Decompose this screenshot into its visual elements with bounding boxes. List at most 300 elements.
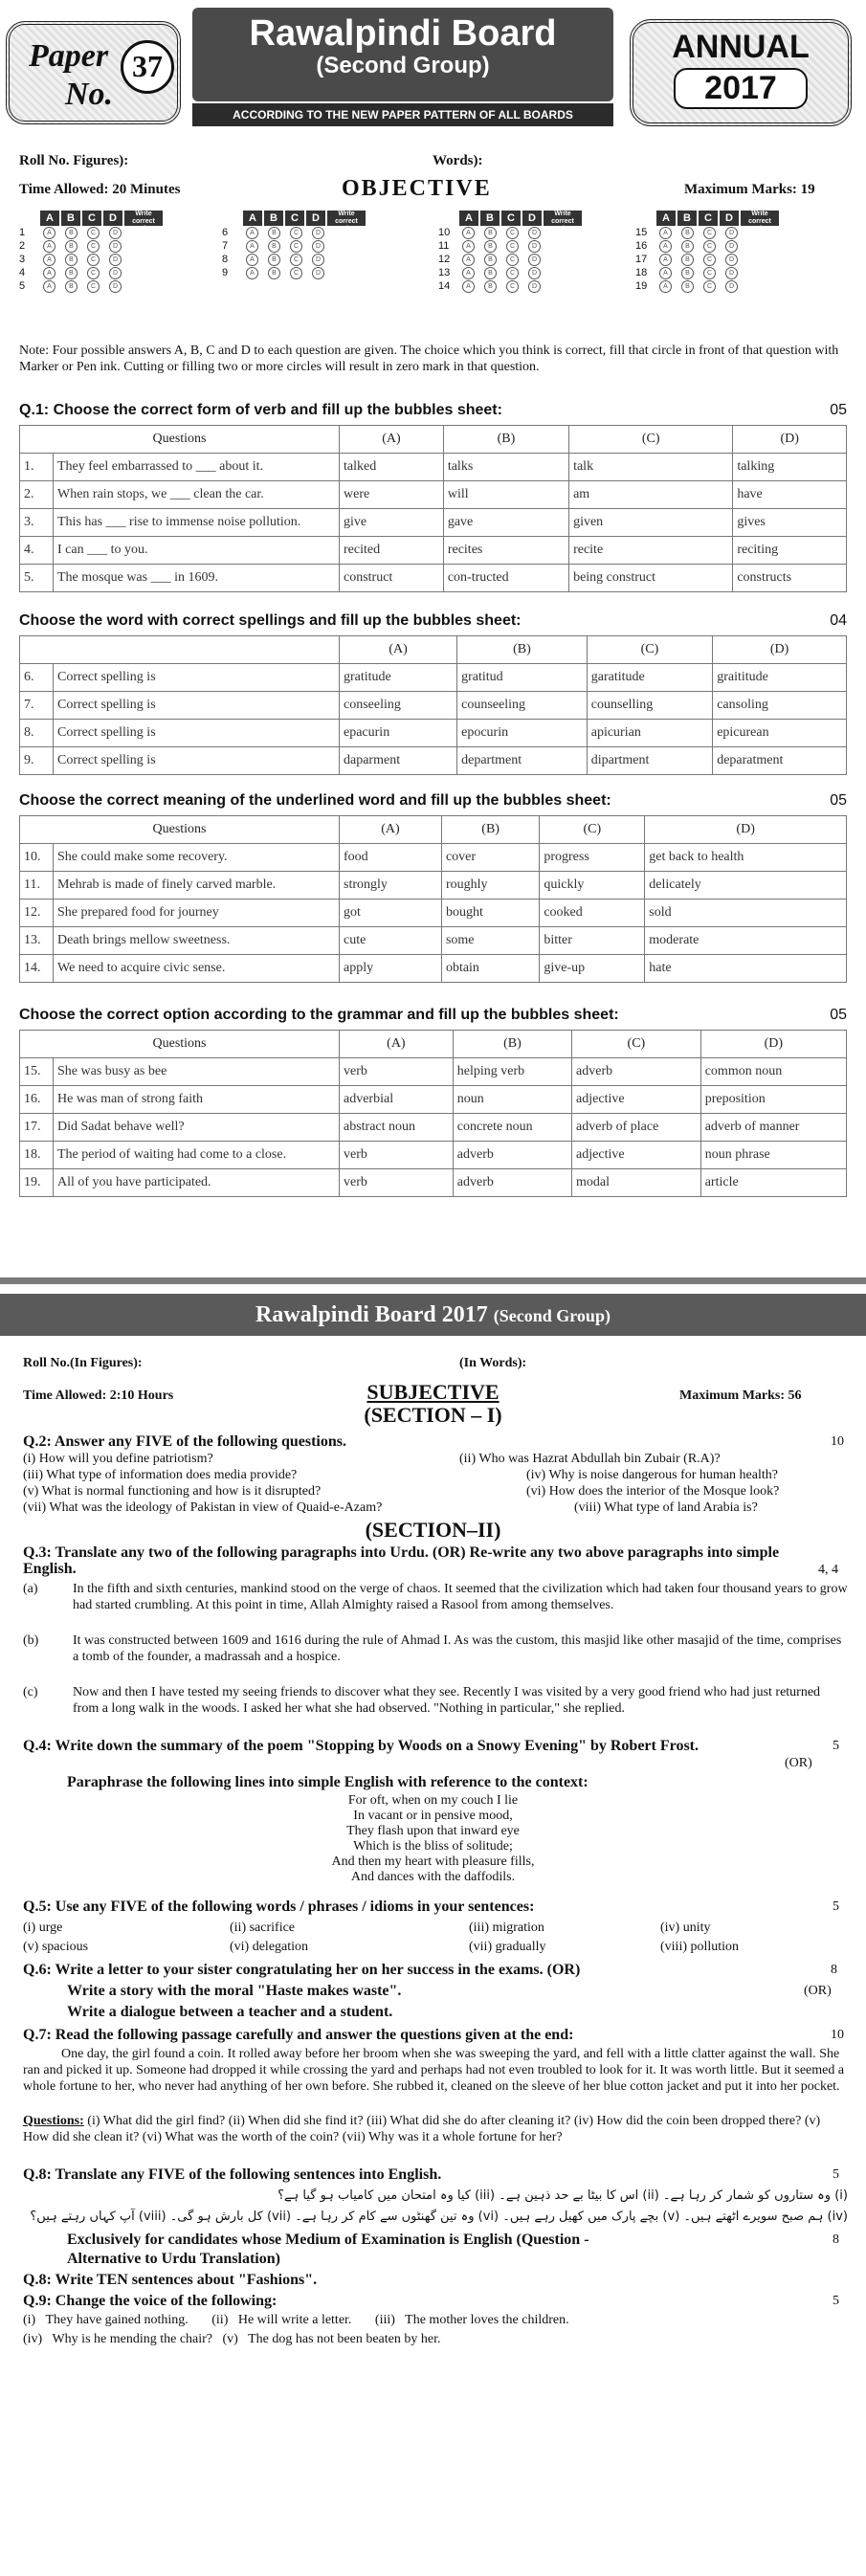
bubble-row[interactable]: 15 A B C D xyxy=(635,226,833,239)
mcq-option: were xyxy=(340,481,444,509)
q8-exclusive-2: Alternative to Urdu Translation) xyxy=(67,2251,280,2267)
mcq-question: We need to acquire civic sense. xyxy=(54,955,340,983)
bubble-col-b: B xyxy=(264,211,283,226)
q2-item: (v) What is normal functioning and how is it disrupted? xyxy=(23,1484,322,1499)
mcq-row xyxy=(20,481,847,509)
mcq-number: 14. xyxy=(20,955,54,983)
bubble-row[interactable]: 11 A B C D xyxy=(438,239,635,253)
mcq-option: adverb of manner xyxy=(700,1114,846,1142)
mcq-option: roughly xyxy=(441,872,539,899)
no-word: No. xyxy=(65,77,114,112)
mcq-option: verb xyxy=(340,1169,454,1197)
bubble-col-b: B xyxy=(61,211,80,226)
poem-line: For oft, when on my couch I lie xyxy=(347,1793,519,1808)
objective-sheet xyxy=(0,0,866,1277)
bubble-col-a: A xyxy=(40,211,59,226)
q5-marks: 5 xyxy=(833,1899,839,1914)
mcq-number: 11. xyxy=(20,872,54,899)
mcq-row xyxy=(20,844,847,872)
mcq-row xyxy=(20,872,847,899)
q7-heading: Q.7: Read the following passage carefully and answer the questions given at the end: xyxy=(23,2027,574,2043)
mcq-number: 10. xyxy=(20,844,54,872)
mcq-question: They feel embarrassed to ___ about it. xyxy=(54,454,340,481)
mcq-row xyxy=(20,899,847,927)
q6-dialogue: Write a dialogue between a teacher and a student. xyxy=(67,2004,393,2020)
section-marks: 05 xyxy=(830,792,847,809)
mcq-number: 3. xyxy=(20,509,54,537)
section-marks: 05 xyxy=(830,402,847,418)
section-heading-text: Choose the correct option according to the grammar and fill up the bubbles sheet: xyxy=(19,1007,619,1023)
mcq-row xyxy=(20,720,847,747)
mcq-question: She could make some recovery. xyxy=(54,844,340,872)
mcq-option: recite xyxy=(569,537,733,565)
bubble-label: Write correct option xyxy=(124,211,163,226)
mcq-option: hate xyxy=(645,955,847,983)
bubble-col-c: C xyxy=(285,211,304,226)
bubble-col-d: D xyxy=(720,211,739,226)
mcq-row xyxy=(20,509,847,537)
mcq-header-row xyxy=(20,816,847,844)
bubble-grid xyxy=(19,211,216,293)
bubble-row[interactable]: 10 A B C D xyxy=(438,226,635,239)
q5-word: (iii) migration xyxy=(469,1921,544,1935)
mcq-header-row xyxy=(20,1031,847,1058)
q7-passage: One day, the girl found a coin. It rolled away before her broom when she was sweeping the yard, and fell with a little clatter against the wall. She ran and picked it up. Someone had dropped it while crossing the yard and perhaps had not even troubled to look for it. It was worth little. But it seemed a whole fortune to her, who never had anything of her own before. She rubbed it, cleaned on the sleeve of her blue cotton jacket and put it into her pocket. xyxy=(23,2047,845,2094)
q5-word: (vii) gradually xyxy=(469,1940,546,1954)
bubble-row[interactable]: 12 A B C D xyxy=(438,253,635,266)
mcq-option: adjective xyxy=(572,1142,701,1169)
mcq-question: Correct spelling is xyxy=(54,747,340,775)
bubble-col-c: C xyxy=(82,211,101,226)
mcq-table xyxy=(19,815,847,983)
mcq-option: daparment xyxy=(340,747,457,775)
bubble-row[interactable]: 4 A B C D xyxy=(19,266,216,279)
section-heading-text: Choose the correct meaning of the underlined word and fill up the bubbles sheet: xyxy=(19,792,611,809)
mcq-option: got xyxy=(340,899,442,927)
objective-title: OBJECTIVE xyxy=(342,176,492,201)
section-heading-text: Q.1: Choose the correct form of verb and fill up the bubbles sheet: xyxy=(19,402,502,418)
mcq-table xyxy=(19,635,847,775)
mcq-option: common noun xyxy=(700,1058,846,1086)
bubble-col-a: A xyxy=(459,211,478,226)
board-banner xyxy=(192,8,613,101)
mcq-option: cansoling xyxy=(713,692,847,720)
q2-item: (vii) What was the ideology of Pakistan in view of Quaid-e-Azam? xyxy=(23,1500,383,1515)
mcq-row xyxy=(20,664,847,692)
annual-year: 2017 xyxy=(674,68,808,109)
bubble-row[interactable]: 3 A B C D xyxy=(19,253,216,266)
mcq-option: give-up xyxy=(540,955,645,983)
q7-questions xyxy=(23,2113,848,2145)
mcq-number: 16. xyxy=(20,1086,54,1114)
mcq-option: epocurin xyxy=(457,720,588,747)
mcq-header-cell: (C) xyxy=(587,636,712,664)
q3-para-label: (b) xyxy=(23,1633,39,1648)
bubble-row[interactable]: 8 A B C D xyxy=(222,253,419,266)
q4-or: (OR) xyxy=(785,1756,812,1770)
q8-heading: Q.8: Translate any FIVE of the following sentences into English. xyxy=(23,2166,442,2183)
q9-heading: Q.9: Change the voice of the following: xyxy=(23,2293,278,2309)
bubble-row[interactable]: 16 A B C D xyxy=(635,239,833,253)
mcq-number: 17. xyxy=(20,1114,54,1142)
mcq-option: apply xyxy=(340,955,442,983)
mcq-number: 9. xyxy=(20,747,54,775)
mcq-header-cell: (B) xyxy=(443,426,568,454)
mcq-header-row xyxy=(20,636,847,664)
mcq-header-cell: Questions xyxy=(20,426,340,454)
mcq-option: sold xyxy=(645,899,847,927)
poem xyxy=(0,1793,866,1885)
poem-line: In vacant or in pensive mood, xyxy=(353,1809,513,1823)
mcq-option: noun xyxy=(453,1086,571,1114)
annual-word: ANNUAL xyxy=(672,29,810,65)
q6-marks: 8 xyxy=(831,1963,837,1977)
mcq-option: construct xyxy=(340,565,444,592)
mcq-question: Death brings mellow sweetness. xyxy=(54,927,340,955)
subjective-banner xyxy=(0,1294,866,1336)
mcq-question: The mosque was ___ in 1609. xyxy=(54,565,340,592)
mcq-option: strongly xyxy=(340,872,442,899)
mcq-number: 6. xyxy=(20,664,54,692)
q3-paragraph: In the fifth and sixth centuries, mankind stood on the verge of chaos. It seemed that the civilization which had taken four thousand years to grow had started crumbling. At this point in time, Allah Almighty raised a Rasool from among themselves. xyxy=(73,1582,848,1612)
board-subtitle: ACCORDING TO THE NEW PAPER PATTERN OF ALL BOARDS xyxy=(192,103,613,126)
mcq-row xyxy=(20,537,847,565)
mcq-option: garatitude xyxy=(587,664,712,692)
mcq-option: cute xyxy=(340,927,442,955)
mcq-option: reciting xyxy=(733,537,847,565)
mcq-option: talks xyxy=(443,454,568,481)
bubble-label: Write correct option xyxy=(741,211,779,226)
mcq-number: 8. xyxy=(20,720,54,747)
mcq-question: She was busy as bee xyxy=(54,1058,340,1086)
mcq-header-cell: (B) xyxy=(453,1031,571,1058)
mcq-option: adverb xyxy=(572,1058,701,1086)
bubble-row[interactable]: 6 A B C D xyxy=(222,226,419,239)
bubble-row[interactable]: 9 A B C D xyxy=(222,266,419,279)
mcq-option: cover xyxy=(441,844,539,872)
mcq-question: Did Sadat behave well? xyxy=(54,1114,340,1142)
bubble-col-b: B xyxy=(677,211,697,226)
bubble-grid xyxy=(635,211,833,293)
bubble-col-d: D xyxy=(103,211,122,226)
mcq-option: counseeling xyxy=(457,692,588,720)
mcq-header-cell: (D) xyxy=(700,1031,846,1058)
mcq-question: All of you have participated. xyxy=(54,1169,340,1197)
q6-or: (OR) xyxy=(804,1984,832,1998)
poem-line: Which is the bliss of solitude; xyxy=(353,1839,513,1854)
mcq-option: epacurin xyxy=(340,720,457,747)
q2-marks: 10 xyxy=(831,1434,844,1449)
q2-item: (vi) How does the interior of the Mosque look? xyxy=(526,1484,780,1499)
mcq-option: talk xyxy=(569,454,733,481)
roll-words-label: (In Words): xyxy=(459,1356,527,1370)
mcq-number: 2. xyxy=(20,481,54,509)
maximum-marks: Maximum Marks: 19 xyxy=(684,182,815,197)
q3-para-label: (c) xyxy=(23,1685,38,1699)
bubble-col-c: C xyxy=(501,211,521,226)
mcq-row xyxy=(20,1058,847,1086)
mcq-option: progress xyxy=(540,844,645,872)
mcq-option: adverb xyxy=(453,1169,571,1197)
paper-word: Paper xyxy=(29,38,109,74)
instruction-note: Note: Four possible answers A, B, C and D to each question are given. The choice which you think is correct, fill that circle in front of that question with Marker or Pen ink. Cutting or filling two or more circles will result in zero mark in that question. xyxy=(19,344,839,374)
mcq-table xyxy=(19,425,847,592)
mcq-option: counselling xyxy=(587,692,712,720)
mcq-number: 5. xyxy=(20,565,54,592)
q8-exclusive-marks: 8 xyxy=(833,2232,839,2247)
mcq-option: recites xyxy=(443,537,568,565)
bubble-row[interactable]: 18 A B C D xyxy=(635,266,833,279)
roll-figures-label: Roll No.(In Figures): xyxy=(23,1356,143,1370)
mcq-option: adverbial xyxy=(340,1086,454,1114)
mcq-question: When rain stops, we ___ clean the car. xyxy=(54,481,340,509)
paper-header xyxy=(6,6,860,134)
bubble-row[interactable]: 2 A B C D xyxy=(19,239,216,253)
section-heading xyxy=(19,792,847,810)
mcq-question: The period of waiting had come to a close. xyxy=(54,1142,340,1169)
mcq-header-cell: (D) xyxy=(713,636,847,664)
poem-line: They flash upon that inward eye xyxy=(346,1824,520,1838)
mcq-question: Mehrab is made of finely carved marble. xyxy=(54,872,340,899)
mcq-question: I can ___ to you. xyxy=(54,537,340,565)
mcq-question: Correct spelling is xyxy=(54,720,340,747)
mcq-option: food xyxy=(340,844,442,872)
mcq-option: am xyxy=(569,481,733,509)
mcq-option: gratitude xyxy=(340,664,457,692)
q5-word: (ii) sacrifice xyxy=(230,1921,296,1935)
mcq-option: give xyxy=(340,509,444,537)
mcq-header-cell: (C) xyxy=(572,1031,701,1058)
mcq-question: This has ___ rise to immense noise pollution. xyxy=(54,509,340,537)
mcq-header-cell: Questions xyxy=(20,1031,340,1058)
q4-heading: Q.4: Write down the summary of the poem "Stopping by Woods on a Snowy Evening" by Robert Frost. xyxy=(23,1738,699,1754)
subjective-banner-group: (Second Group) xyxy=(493,1306,611,1325)
mcq-option: modal xyxy=(572,1169,701,1197)
mcq-question: Correct spelling is xyxy=(54,664,340,692)
bubble-row[interactable]: 14 A B C D xyxy=(438,279,635,293)
mcq-question: He was man of strong faith xyxy=(54,1086,340,1114)
mcq-option: cooked xyxy=(540,899,645,927)
mcq-option: talking xyxy=(733,454,847,481)
section-marks: 04 xyxy=(830,612,847,629)
board-title: Rawalpindi Board xyxy=(249,13,557,54)
q4-marks: 5 xyxy=(833,1739,839,1753)
roll-words-label: Words): xyxy=(433,153,483,168)
mcq-header-cell: (D) xyxy=(733,426,847,454)
section-two-title: (SECTION–II) xyxy=(365,1518,501,1542)
mcq-row xyxy=(20,1086,847,1114)
poem-line: And dances with the daffodils. xyxy=(350,1870,516,1884)
time-allowed: Time Allowed: 20 Minutes xyxy=(19,182,181,197)
time-allowed: Time Allowed: 2:10 Hours xyxy=(23,1388,174,1403)
mcq-option: gives xyxy=(733,509,847,537)
mcq-row xyxy=(20,955,847,983)
mcq-option: con-tructed xyxy=(443,565,568,592)
q3-heading: Q.3: Translate any two of the following paragraphs into Urdu. (OR) Re-write any two above paragraphs into simple English. xyxy=(23,1544,780,1577)
q8-urdu-line: (iv) ہم صبح سویرے اٹھتے ہیں۔ (v) بچے پارک میں کھیل رہے ہیں۔ (vi) وہ تین گھنٹوں سے کام کر رہا ہے۔ (vii) کل بارش ہو گی۔ (viii) آپ کہاں رہتے ہیں؟ xyxy=(30,2210,848,2224)
mcq-header-cell xyxy=(20,636,340,664)
q6-story: Write a story with the moral "Haste makes waste". xyxy=(67,1983,402,1999)
subjective-banner-title: Rawalpindi Board 2017 xyxy=(255,1302,488,1327)
mcq-option: graititude xyxy=(713,664,847,692)
mcq-option: adverb xyxy=(453,1142,571,1169)
mcq-option: some xyxy=(441,927,539,955)
section-heading-text: Choose the word with correct spellings and fill up the bubbles sheet: xyxy=(19,612,522,629)
mcq-option: bought xyxy=(441,899,539,927)
mcq-option: being construct xyxy=(569,565,733,592)
mcq-option: department xyxy=(457,747,588,775)
subjective-title: SUBJECTIVE xyxy=(366,1380,500,1404)
mcq-option: dipartment xyxy=(587,747,712,775)
q9-items: (iv) Why is he mending the chair? (v) The dog has not been beaten by her. xyxy=(23,2332,441,2346)
bubble-row[interactable]: 1 A B C D xyxy=(19,226,216,239)
mcq-option: gave xyxy=(443,509,568,537)
mcq-option: preposition xyxy=(700,1086,846,1114)
mcq-header-row xyxy=(20,426,847,454)
mcq-option: apicurian xyxy=(587,720,712,747)
mcq-number: 4. xyxy=(20,537,54,565)
mcq-option: epicurean xyxy=(713,720,847,747)
q2-item: (iii) What type of information does media provide? xyxy=(23,1468,298,1482)
bubble-row[interactable]: 7 A B C D xyxy=(222,239,419,253)
mcq-number: 12. xyxy=(20,899,54,927)
q9-marks: 5 xyxy=(833,2294,839,2308)
q3-paragraph: Now and then I have tested my seeing friends to discover what they see. Recently I was visited by a very good friend who had just returned from a long walk in the woods. I asked her what she had observed. "Nothing in particular," she replied. xyxy=(73,1685,821,1716)
q5-word: (v) spacious xyxy=(23,1940,89,1954)
q5-word: (vi) delegation xyxy=(230,1940,309,1954)
bubble-row[interactable]: 13 A B C D xyxy=(438,266,635,279)
bubble-row[interactable]: 5 A B C D xyxy=(19,279,216,293)
annual-badge xyxy=(630,19,852,126)
mcq-option: get back to health xyxy=(645,844,847,872)
mcq-number: 13. xyxy=(20,927,54,955)
bubble-col-a: A xyxy=(656,211,676,226)
q2-item: (ii) Who was Hazrat Abdullah bin Zubair (R.A)? xyxy=(459,1452,721,1466)
q9-items: (i) They have gained nothing. (ii) He will write a letter. (iii) The mother loves the children. xyxy=(23,2313,569,2327)
mcq-option: bitter xyxy=(540,927,645,955)
section-heading xyxy=(19,1007,847,1024)
mcq-option: helping verb xyxy=(453,1058,571,1086)
mcq-header-cell: (A) xyxy=(340,426,444,454)
bubble-col-c: C xyxy=(699,211,718,226)
mcq-header-cell: (A) xyxy=(340,636,457,664)
mcq-option: given xyxy=(569,509,733,537)
mcq-option: delicately xyxy=(645,872,847,899)
mcq-option: have xyxy=(733,481,847,509)
bubble-grid xyxy=(222,211,419,279)
mcq-option: deparatment xyxy=(713,747,847,775)
roll-figures-label: Roll No. Figures): xyxy=(19,153,129,168)
q5-word: (i) urge xyxy=(23,1921,63,1935)
mcq-question: Correct spelling is xyxy=(54,692,340,720)
mcq-row xyxy=(20,565,847,592)
mcq-option: noun phrase xyxy=(700,1142,846,1169)
mcq-header-cell: (D) xyxy=(645,816,847,844)
section-heading xyxy=(19,402,847,419)
mcq-header-cell: (B) xyxy=(457,636,588,664)
section-marks: 05 xyxy=(830,1007,847,1023)
subjective-sheet xyxy=(0,1284,866,2576)
mcq-number: 19. xyxy=(20,1169,54,1197)
bubble-col-a: A xyxy=(243,211,262,226)
q3-para-label: (a) xyxy=(23,1582,38,1596)
bubble-label: Write correct option xyxy=(544,211,582,226)
mcq-row xyxy=(20,1142,847,1169)
q8-exclusive: Exclusively for candidates whose Medium of Examination is English (Question - xyxy=(67,2232,589,2248)
mcq-row xyxy=(20,927,847,955)
mcq-row xyxy=(20,747,847,775)
mcq-option: adjective xyxy=(572,1086,701,1114)
bubble-grid xyxy=(438,211,635,293)
q8-alt-heading: Q.8: Write TEN sentences about "Fashions". xyxy=(23,2272,318,2288)
mcq-row xyxy=(20,1169,847,1197)
mcq-option: verb xyxy=(340,1142,454,1169)
mcq-option: verb xyxy=(340,1058,454,1086)
q3-paragraph: It was constructed between 1609 and 1616 during the rule of Ahmad I. As was the custom, this masjid like other masajid of the time, comprises a tomb of the founder, a madrassah and a hospice. xyxy=(73,1633,842,1664)
q7-questions-label: Questions: xyxy=(23,2114,84,2128)
mcq-option: quickly xyxy=(540,872,645,899)
q6-heading: Q.6: Write a letter to your sister congratulating her on her success in the exams. (OR) xyxy=(23,1962,581,1978)
mcq-table xyxy=(19,1030,847,1197)
mcq-number: 1. xyxy=(20,454,54,481)
bubble-col-b: B xyxy=(480,211,500,226)
poem-line: And then my heart with pleasure fills, xyxy=(331,1854,535,1869)
mcq-row xyxy=(20,454,847,481)
mcq-option: will xyxy=(443,481,568,509)
mcq-number: 15. xyxy=(20,1058,54,1086)
q2-heading: Q.2: Answer any FIVE of the following questions. xyxy=(23,1433,346,1450)
mcq-question: She prepared food for journey xyxy=(54,899,340,927)
bubble-row[interactable]: 17 A B C D xyxy=(635,253,833,266)
mcq-option: talked xyxy=(340,454,444,481)
bubble-col-d: D xyxy=(522,211,542,226)
q2-item: (iv) Why is noise dangerous for human health? xyxy=(526,1468,778,1482)
sheet-divider xyxy=(0,1277,866,1284)
mcq-option: adverb of place xyxy=(572,1114,701,1142)
q7-marks: 10 xyxy=(831,2028,844,2042)
mcq-header-cell: (B) xyxy=(441,816,539,844)
q2-item: (i) How will you define patriotism? xyxy=(23,1452,213,1466)
mcq-option: recited xyxy=(340,537,444,565)
maximum-marks: Maximum Marks: 56 xyxy=(679,1388,802,1403)
q5-word: (viii) pollution xyxy=(660,1940,740,1954)
mcq-header-cell: (C) xyxy=(569,426,733,454)
q4-paraphrase: Paraphrase the following lines into simple English with reference to the context: xyxy=(67,1774,588,1790)
bubble-col-d: D xyxy=(306,211,325,226)
mcq-option: concrete noun xyxy=(453,1114,571,1142)
bubble-row[interactable]: 19 A B C D xyxy=(635,279,833,293)
q5-heading: Q.5: Use any FIVE of the following words / phrases / idioms in your sentences: xyxy=(23,1899,535,1915)
mcq-option: moderate xyxy=(645,927,847,955)
mcq-row xyxy=(20,1114,847,1142)
section-heading xyxy=(19,612,847,630)
mcq-row xyxy=(20,692,847,720)
mcq-option: obtain xyxy=(441,955,539,983)
mcq-header-cell: (A) xyxy=(340,816,442,844)
paper-number: 37 xyxy=(121,40,174,94)
mcq-header-cell: (C) xyxy=(540,816,645,844)
q8-urdu-line: (i) وہ ستاروں کو شمار کر رہا ہے۔ (ii) اس کا بیٹا بے حد ذہین ہے۔ (iii) کیا وہ امتحان میں کامیاب ہو گیا ہے؟ xyxy=(278,2188,848,2203)
mcq-number: 7. xyxy=(20,692,54,720)
mcq-option: article xyxy=(700,1169,846,1197)
paper-number-badge xyxy=(6,21,181,124)
mcq-option: constructs xyxy=(733,565,847,592)
mcq-header-cell: Questions xyxy=(20,816,340,844)
mcq-header-cell: (A) xyxy=(340,1031,454,1058)
section-one-title: (SECTION – I) xyxy=(364,1403,502,1427)
bubble-label: Write correct option xyxy=(327,211,366,226)
q7-questions-text: (i) What did the girl find? (ii) When did she find it? (iii) What did she do after cleaning it? (iv) How did the coin been dropped there? (v) How did she clean it? (vi) What was the worth of the coin? (vii) Why was it a whole fortune for her? xyxy=(23,2114,821,2144)
